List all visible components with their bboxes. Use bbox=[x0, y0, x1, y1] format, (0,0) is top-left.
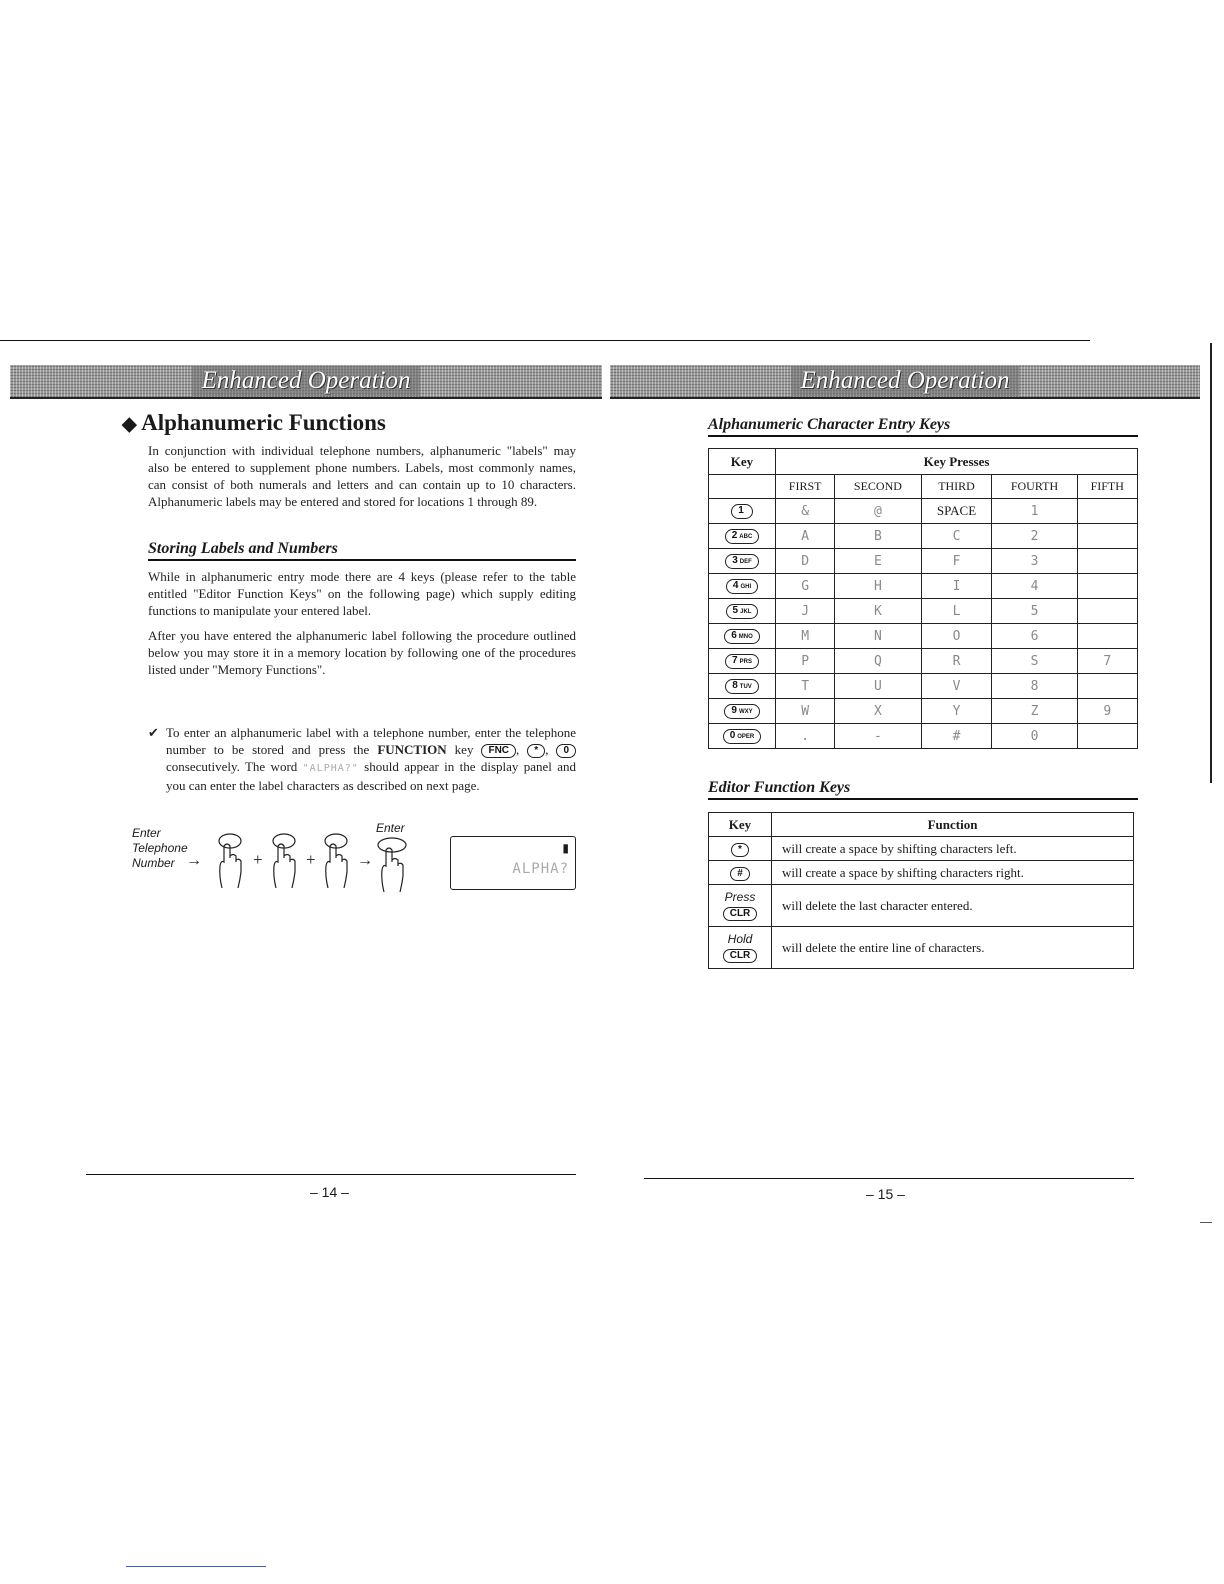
hand-press-zero-icon bbox=[316, 832, 356, 890]
keypad-key-icon bbox=[725, 679, 759, 694]
fnc-key-icon: FNC bbox=[481, 744, 516, 758]
key-letters: TUV bbox=[739, 684, 752, 691]
table1-cell: N bbox=[835, 624, 921, 649]
character-entry-table bbox=[708, 448, 1138, 749]
keypad-key-icon bbox=[731, 504, 753, 519]
editing-keys-paragraph: While in alphanumeric entry mode there are 4 keys (please refer to the table entitled "Editor Function Keys" on the following page) which supply editing functions to manipulate your entered label. bbox=[148, 569, 576, 618]
key-digit: 8 bbox=[732, 680, 738, 692]
table1-row bbox=[709, 599, 1138, 624]
table1-key-cell bbox=[709, 624, 776, 649]
diagram-arrow-2: → bbox=[357, 852, 373, 869]
zero-key-icon: 0 bbox=[556, 744, 576, 758]
diagram-plus-1: + bbox=[253, 850, 263, 869]
table1-cell bbox=[1077, 574, 1138, 599]
lcd-display-panel bbox=[450, 836, 576, 890]
left-footer-rule bbox=[86, 1174, 576, 1175]
storing-subheading-text: Storing Labels and Numbers bbox=[148, 540, 338, 557]
section-title bbox=[122, 410, 386, 436]
table1-cell: W bbox=[776, 699, 835, 724]
key-letters: ABC bbox=[739, 534, 753, 541]
table1-cell bbox=[1077, 599, 1138, 624]
table1-cell: V bbox=[921, 674, 992, 699]
step-text-c: consecutively. The word bbox=[166, 759, 298, 775]
diagram-telephone-label: Telephone bbox=[132, 841, 188, 855]
keypad-key-icon bbox=[724, 629, 760, 644]
table1-cell: C bbox=[921, 524, 992, 549]
key-letters: WXY bbox=[738, 709, 753, 716]
table1-cell: O bbox=[921, 624, 992, 649]
display-word: "ALPHA?" bbox=[302, 763, 359, 775]
table1-cell: @ bbox=[835, 499, 921, 524]
key-digit: 0 bbox=[729, 730, 736, 742]
table1-cell: . bbox=[776, 724, 835, 749]
keypad-key-icon bbox=[725, 529, 760, 544]
table1-title-text: Alphanumeric Character Entry Keys bbox=[708, 416, 951, 433]
table2-function-cell: will delete the last character entered. bbox=[772, 885, 1134, 927]
table2-body bbox=[709, 837, 1134, 969]
table1-key-cell bbox=[709, 724, 776, 749]
bottom-left-mark bbox=[126, 1566, 266, 1567]
table1-row bbox=[709, 724, 1138, 749]
table1-title bbox=[708, 416, 1138, 437]
intro-text: In conjunction with individual telephone numbers, alphanumeric "labels" may also be entered to supplement phone numbers. Labels, most commonly names, can consist of both numerals and letters and can contain up to 10 characters. Alphanumeric labels may be entered and stored for locations 1 through 89. bbox=[148, 443, 576, 509]
lcd-text: ALPHA? bbox=[512, 861, 569, 877]
hand-press-fnc-icon bbox=[210, 832, 250, 890]
table1-cell bbox=[1077, 724, 1138, 749]
table1-cell: SPACE bbox=[921, 499, 992, 524]
hand-press-star-icon bbox=[264, 832, 304, 890]
table1-cell: 5 bbox=[992, 599, 1077, 624]
diagram-number-label: Number bbox=[132, 856, 175, 870]
key-digit: 4 bbox=[732, 580, 739, 592]
table2-function-cell: will create a space by shifting characters left. bbox=[772, 837, 1134, 861]
key-letters: OPER bbox=[737, 734, 755, 741]
editor-key-icon: # bbox=[730, 867, 750, 881]
table1-row bbox=[709, 549, 1138, 574]
table2-row bbox=[709, 885, 1134, 927]
table1-cell: G bbox=[776, 574, 835, 599]
table2-function-cell: will delete the entire line of characters. bbox=[772, 927, 1134, 969]
table1-cell: 0 bbox=[992, 724, 1077, 749]
table2-key-cell bbox=[709, 885, 772, 927]
key-digit: 9 bbox=[731, 705, 737, 717]
table1-cell bbox=[1077, 674, 1138, 699]
table1-cell: 2 bbox=[992, 524, 1077, 549]
editor-key-icon: CLR bbox=[723, 949, 758, 963]
instruction-step: ✔ To enter an alphanumeric label with a telephone number, enter the telephone number to be stored and press the FUNCTION key FNC , * , 0 consecutively. The word "ALPHA?" should appear in the display panel and you can enter the label characters as described on next page. bbox=[148, 725, 577, 794]
key-digit: 2 bbox=[731, 530, 738, 542]
table1-key-cell bbox=[709, 574, 776, 599]
table1-cell: X bbox=[835, 699, 921, 724]
top-rule bbox=[0, 340, 1090, 341]
table1-cell: Y bbox=[921, 699, 992, 724]
step-text-a: To enter an alphanumeric label with a telephone number, enter the telephone number to be stored and press the bbox=[166, 725, 576, 757]
table2-function-header: Function bbox=[772, 813, 1134, 837]
table2-key-header: Key bbox=[709, 813, 772, 837]
table1-cell: I bbox=[921, 574, 992, 599]
check-icon: ✔ bbox=[148, 725, 159, 740]
table1-cell: L bbox=[921, 599, 992, 624]
table2-row bbox=[709, 837, 1134, 861]
storing-subheading bbox=[148, 540, 576, 561]
table1-key-cell bbox=[709, 524, 776, 549]
key-digit: 1 bbox=[738, 505, 744, 517]
key-letters: GHI bbox=[740, 584, 752, 591]
keypad-key-icon bbox=[723, 729, 762, 744]
diagram-enter-right-label: Enter bbox=[376, 821, 405, 835]
table1-cell: 9 bbox=[1077, 699, 1138, 724]
table1-cell: T bbox=[776, 674, 835, 699]
left-banner-text: Enhanced Operation bbox=[192, 366, 421, 396]
table1-cell: # bbox=[921, 724, 992, 749]
diagram-enter-label: Enter bbox=[132, 826, 161, 840]
table1-cell: 1 bbox=[992, 499, 1077, 524]
col-second: SECOND bbox=[835, 475, 921, 499]
table2-title-text: Editor Function Keys bbox=[708, 779, 851, 796]
key-letters: JKL bbox=[740, 609, 752, 616]
table1-cell: K bbox=[835, 599, 921, 624]
key-action-label: Hold bbox=[727, 932, 753, 947]
table1-cell bbox=[1077, 499, 1138, 524]
key-digit: 6 bbox=[731, 630, 737, 642]
table2-row bbox=[709, 861, 1134, 885]
storing-paragraph: After you have entered the alphanumeric label following the procedure outlined below you may store it in a memory location by following one of the procedures listed under "Memory Functions". bbox=[148, 628, 576, 677]
lcd-indicator-icon: ▮ bbox=[562, 841, 569, 855]
table1-row bbox=[709, 524, 1138, 549]
table1-cell: P bbox=[776, 649, 835, 674]
table1-cell: H bbox=[835, 574, 921, 599]
table1-key-cell bbox=[709, 674, 776, 699]
editor-function-table bbox=[708, 812, 1134, 969]
diamond-bullet-icon: ◆ bbox=[122, 414, 137, 435]
table1-cell: Z bbox=[992, 699, 1077, 724]
key-letters: DEF bbox=[739, 559, 752, 566]
table2-key-cell bbox=[709, 861, 772, 885]
table1-key-cell bbox=[709, 499, 776, 524]
col-third: THIRD bbox=[921, 475, 992, 499]
step-text-b: key bbox=[454, 742, 474, 757]
table1-cell: & bbox=[776, 499, 835, 524]
table1-cell bbox=[1077, 524, 1138, 549]
table1-cell: 6 bbox=[992, 624, 1077, 649]
table2-row bbox=[709, 927, 1134, 969]
table1-column-row bbox=[709, 475, 1138, 499]
star-key-icon: * bbox=[527, 744, 545, 758]
table1-row bbox=[709, 699, 1138, 724]
keypad-key-icon bbox=[724, 704, 759, 719]
step-text-d: should appear in the display panel and you can enter the label characters as described on next page. bbox=[166, 759, 577, 794]
table2-key-cell bbox=[709, 837, 772, 861]
table2-function-cell: will create a space by shifting characters right. bbox=[772, 861, 1134, 885]
table1-cell bbox=[1077, 624, 1138, 649]
table1-cell: 7 bbox=[1077, 649, 1138, 674]
section-title-text: Alphanumeric Functions bbox=[141, 410, 386, 435]
table1-cell: S bbox=[992, 649, 1077, 674]
right-header-banner bbox=[610, 365, 1200, 399]
diagram-plus-2: + bbox=[306, 850, 316, 869]
table2-title bbox=[708, 779, 1138, 800]
table1-cell: U bbox=[835, 674, 921, 699]
table1-presses-header: Key Presses bbox=[776, 449, 1138, 475]
table1-row bbox=[709, 499, 1138, 524]
keypad-key-icon bbox=[725, 554, 759, 569]
right-footer-rule bbox=[644, 1178, 1134, 1179]
right-page-number: – 15 – bbox=[866, 1186, 905, 1202]
function-key-name: FUNCTION bbox=[377, 742, 447, 757]
key-digit: 7 bbox=[732, 655, 738, 667]
table1-empty-cell bbox=[709, 475, 776, 499]
table1-cell bbox=[1077, 549, 1138, 574]
table1-body bbox=[709, 499, 1138, 749]
diagram-arrow-1: → bbox=[186, 852, 202, 869]
table1-cell: 4 bbox=[992, 574, 1077, 599]
table2-key-cell bbox=[709, 927, 772, 969]
table1-cell: R bbox=[921, 649, 992, 674]
table1-row bbox=[709, 624, 1138, 649]
table1-row bbox=[709, 674, 1138, 699]
table1-cell: 8 bbox=[992, 674, 1077, 699]
table1-key-cell bbox=[709, 649, 776, 674]
key-digit: 5 bbox=[732, 605, 739, 617]
table1-cell: E bbox=[835, 549, 921, 574]
table1-cell: Q bbox=[835, 649, 921, 674]
editor-key-icon: * bbox=[731, 843, 749, 857]
col-first: FIRST bbox=[776, 475, 835, 499]
table1-cell: D bbox=[776, 549, 835, 574]
col-fifth: FIFTH bbox=[1077, 475, 1138, 499]
key-letters: MNO bbox=[738, 634, 753, 641]
table1-cell: F bbox=[921, 549, 992, 574]
key-digit: 3 bbox=[732, 555, 738, 567]
editor-key-icon: CLR bbox=[723, 907, 758, 921]
keypad-key-icon bbox=[726, 579, 758, 594]
key-letters: PRS bbox=[739, 659, 752, 666]
key-action-label: Press bbox=[724, 890, 756, 905]
keypad-key-icon bbox=[726, 604, 759, 619]
table1-cell: 3 bbox=[992, 549, 1077, 574]
table1-key-header: Key bbox=[709, 449, 776, 475]
left-header-banner bbox=[10, 365, 602, 399]
table1-key-cell bbox=[709, 599, 776, 624]
left-page-number: – 14 – bbox=[310, 1184, 349, 1200]
table1-key-cell bbox=[709, 549, 776, 574]
table1-row bbox=[709, 574, 1138, 599]
table1-cell: M bbox=[776, 624, 835, 649]
table1-cell: B bbox=[835, 524, 921, 549]
right-banner-text: Enhanced Operation bbox=[791, 366, 1020, 396]
table1-row bbox=[709, 649, 1138, 674]
hand-press-enter-icon bbox=[372, 836, 412, 894]
keypad-key-icon bbox=[725, 654, 759, 669]
table1-cell: J bbox=[776, 599, 835, 624]
col-fourth: FOURTH bbox=[992, 475, 1077, 499]
right-edge-dash bbox=[1200, 1222, 1212, 1223]
table1-key-cell bbox=[709, 699, 776, 724]
right-edge-mark bbox=[1210, 343, 1212, 783]
table1-cell: - bbox=[835, 724, 921, 749]
storing-body bbox=[148, 568, 576, 686]
table1-cell: A bbox=[776, 524, 835, 549]
intro-paragraph bbox=[148, 442, 576, 518]
